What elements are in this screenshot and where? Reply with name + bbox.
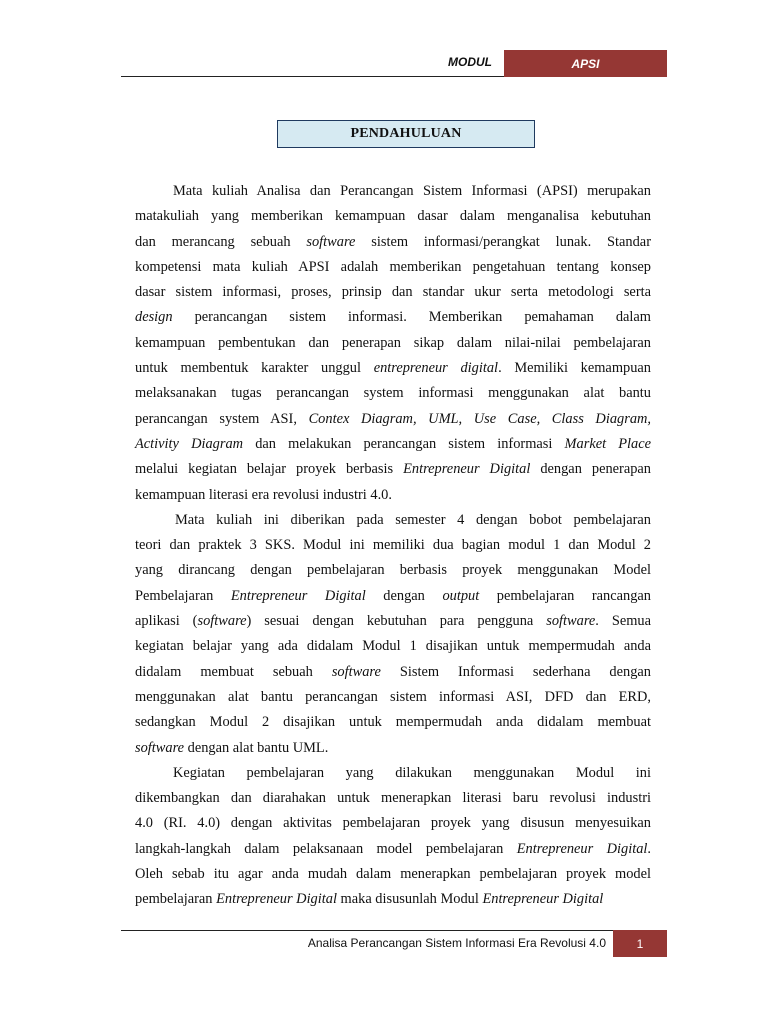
text-run: Mata kuliah ini diberikan pada semester 4 dengan bobot pembelajaran: [175, 511, 651, 528]
text-line: [135, 230, 651, 255]
text-run: pembelajaran: [135, 891, 217, 908]
text-run: perancangan sistem informasi. Memberikan pemahaman dalam: [172, 309, 651, 326]
text-line: [135, 584, 651, 609]
header-modul-label: MODUL: [448, 55, 492, 69]
text-run: Pembelajaran: [135, 587, 231, 604]
text-line: [135, 558, 651, 583]
text-run: untuk membentuk karakter unggul: [135, 360, 374, 377]
text-run: . Semua: [595, 613, 651, 630]
paragraph: [135, 508, 651, 761]
italic-term: Activity Diagram: [135, 435, 244, 452]
text-run: ) sesuai dengan kebutuhan para pengguna: [246, 613, 547, 630]
italic-term: design: [135, 309, 173, 326]
text-run: teori dan praktek 3 SKS. Modul ini memiliki dua bagian modul 1 dan Modul 2: [135, 537, 651, 554]
text-line: [135, 204, 651, 229]
text-run: yang dirancang dengan pembelajaran berbasis proyek menggunakan Model: [135, 562, 651, 579]
italic-term: Entrepreneur Digital: [230, 587, 366, 604]
text-line: [135, 331, 651, 356]
text-run: dan melakukan perancangan sistem informasi: [243, 435, 565, 452]
text-line: [135, 609, 651, 634]
page-number: 1: [613, 930, 667, 957]
text-line: [135, 432, 651, 457]
text-line: [135, 179, 651, 204]
italic-term: Entrepreneur Digital: [216, 891, 337, 908]
text-line: [135, 634, 651, 659]
italic-term: software: [546, 613, 596, 630]
text-run: dengan alat bantu UML.: [184, 739, 329, 756]
text-line: [135, 862, 651, 887]
text-line: [135, 710, 651, 735]
italic-term: Entrepreneur Digital: [403, 461, 531, 478]
text-line: [135, 305, 651, 330]
text-line: [135, 483, 651, 508]
italic-term: Contex Diagram, UML, Use Case, Class Diagram,: [308, 410, 652, 427]
footer-divider: [121, 930, 613, 931]
header-course-badge: APSI: [504, 50, 667, 77]
text-run: 4.0 (RI. 4.0) dengan aktivitas pembelajaran proyek yang disusun menyesuikan: [135, 815, 651, 832]
text-run: aplikasi (: [135, 613, 198, 630]
text-run: dan merancang sebuah: [135, 233, 307, 250]
italic-term: software: [135, 739, 185, 756]
text-run: menggunakan alat bantu perancangan sistem informasi ASI, DFD dan ERD,: [135, 688, 651, 705]
paragraph: [135, 761, 651, 913]
text-line: [135, 761, 651, 786]
footer-title: Analisa Perancangan Sistem Informasi Era Revolusi 4.0: [307, 936, 606, 950]
text-line: [135, 407, 651, 432]
header-divider: [121, 76, 504, 77]
text-line: [135, 660, 651, 685]
text-run: sistem informasi/perangkat lunak. Standar: [355, 233, 651, 250]
text-run: Sistem Informasi sederhana dengan: [380, 663, 651, 680]
text-run: Oleh sebab itu agar anda mudah dalam menerapkan pembelajaran proyek model: [135, 866, 651, 883]
text-line: [135, 381, 651, 406]
text-line: [135, 255, 651, 280]
italic-term: entrepreneur digital: [373, 360, 499, 377]
text-run: kompetensi mata kuliah APSI adalah memberikan pengetahuan tentang konsep: [135, 258, 651, 275]
section-title: PENDAHULUAN: [277, 120, 535, 148]
text-line: [135, 811, 651, 836]
text-run: . Memiliki kemampuan: [498, 360, 651, 377]
body-text: [135, 179, 651, 913]
italic-term: software: [197, 613, 247, 630]
text-run: dengan: [365, 587, 443, 604]
text-line: [135, 508, 651, 533]
text-line: [135, 685, 651, 710]
text-line: [135, 887, 651, 912]
text-run: melalui kegiatan belajar proyek berbasis: [135, 461, 404, 478]
text-run: dasar sistem informasi, proses, prinsip dan standar ukur serta metodologi serta: [135, 284, 651, 301]
text-run: perancangan system ASI,: [135, 410, 309, 427]
text-run: dengan penerapan: [530, 461, 651, 478]
paragraph: [135, 179, 651, 508]
text-run: didalam membuat sebuah: [135, 663, 332, 680]
text-line: [135, 457, 651, 482]
text-run: dikembangkan dan diarahakan untuk menerapkan literasi baru revolusi industri: [135, 790, 651, 807]
text-run: kemampuan pembentukan dan penerapan sikap dalam nilai-nilai pembelajaran: [135, 334, 651, 351]
text-run: sedangkan Modul 2 disajikan untuk mempermudah anda didalam membuat: [135, 714, 651, 731]
text-line: [135, 786, 651, 811]
text-run: pembelajaran rancangan: [479, 587, 651, 604]
text-run: Mata kuliah Analisa dan Perancangan Sistem Informasi (APSI) merupakan: [173, 183, 651, 199]
text-run: matakuliah yang memberikan kemampuan dasar dalam menganalisa kebutuhan: [135, 208, 651, 225]
text-run: kegiatan belajar yang ada didalam Modul 1 disajikan untuk mempermudah anda: [135, 638, 651, 655]
text-line: [135, 837, 651, 862]
text-run: kemampuan literasi era revolusi industri 4.0.: [135, 486, 392, 503]
text-run: melaksanakan tugas perancangan system informasi menggunakan alat bantu: [135, 385, 651, 402]
text-run: maka disusunlah Modul: [336, 891, 483, 908]
text-run: .: [647, 840, 651, 857]
italic-term: Entrepreneur Digital: [482, 891, 604, 908]
text-run: Kegiatan pembelajaran yang dilakukan menggunakan Modul ini: [173, 764, 651, 781]
italic-term: Entrepreneur Digital: [516, 840, 648, 857]
italic-term: Market Place: [564, 435, 651, 452]
italic-term: software: [306, 233, 356, 250]
text-line: [135, 533, 651, 558]
italic-term: output: [442, 587, 480, 604]
italic-term: software: [331, 663, 381, 680]
text-line: [135, 356, 651, 381]
text-run: langkah-langkah dalam pelaksanaan model pembelajaran: [135, 840, 517, 857]
text-line: [135, 280, 651, 305]
text-line: [135, 736, 651, 761]
